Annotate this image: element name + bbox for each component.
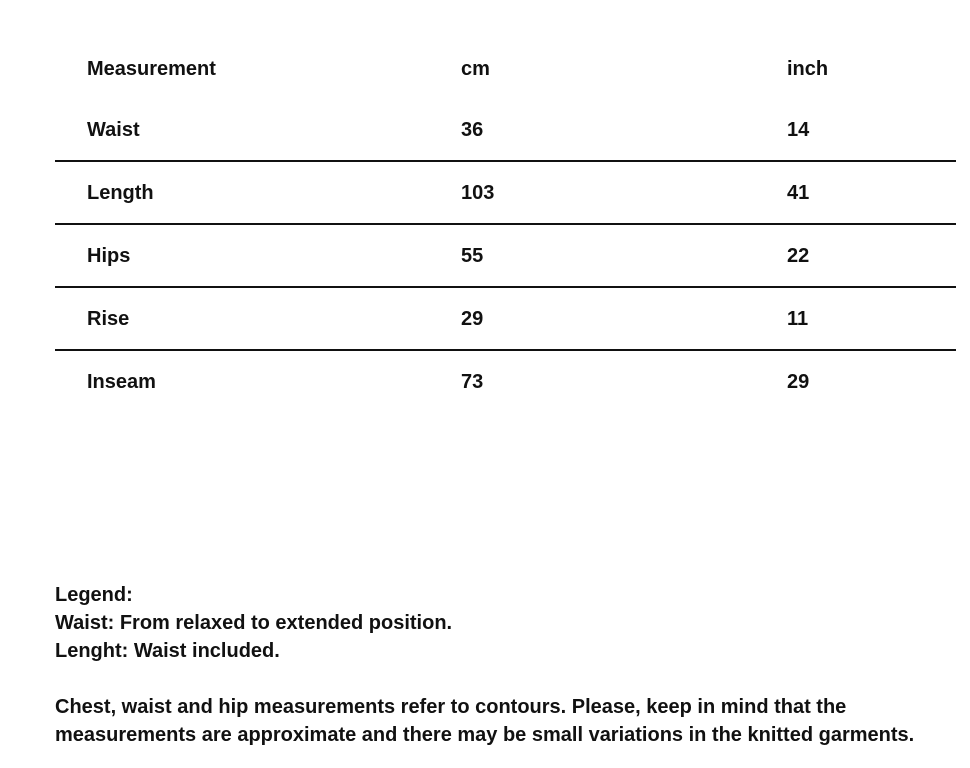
table-row <box>55 350 956 412</box>
measurement-inch: 29 <box>787 370 810 393</box>
table-row <box>55 161 956 224</box>
measurement-name: Rise <box>87 307 130 330</box>
measurement-name: Hips <box>87 244 131 267</box>
size-chart-table <box>55 38 956 412</box>
measurement-cm: 29 <box>461 307 484 330</box>
measurement-inch: 22 <box>787 244 810 267</box>
legend-length-note: Lenght: Waist included. <box>55 640 280 662</box>
column-header-measurement: Measurement <box>87 57 216 80</box>
table-row <box>55 287 956 350</box>
measurement-cm: 103 <box>461 181 495 204</box>
measurement-cm: 73 <box>461 370 484 393</box>
measurement-name: Waist <box>87 118 140 141</box>
table-row <box>55 99 956 161</box>
column-header-inch: inch <box>787 57 829 80</box>
table-header-row <box>55 38 956 99</box>
notes-spacer <box>55 665 955 693</box>
measurement-name: Inseam <box>87 370 156 393</box>
measurement-name: Length <box>87 181 154 204</box>
legend-title: Legend: <box>55 584 133 606</box>
table-row <box>55 224 956 287</box>
column-header-cm: cm <box>461 57 490 80</box>
measurement-inch: 41 <box>787 181 810 204</box>
disclaimer-line-1: Chest, waist and hip measurements refer to contours. Please, keep in mind that the <box>55 696 847 718</box>
size-notes <box>55 581 955 749</box>
measurement-inch: 14 <box>787 118 810 141</box>
disclaimer-line-2: measurements are approximate and there may be small variations in the knitted garments. <box>55 724 915 746</box>
legend-waist-note: Waist: From relaxed to extended position. <box>55 612 453 634</box>
measurement-cm: 55 <box>461 244 484 267</box>
measurement-inch: 11 <box>787 307 809 330</box>
measurement-cm: 36 <box>461 118 484 141</box>
